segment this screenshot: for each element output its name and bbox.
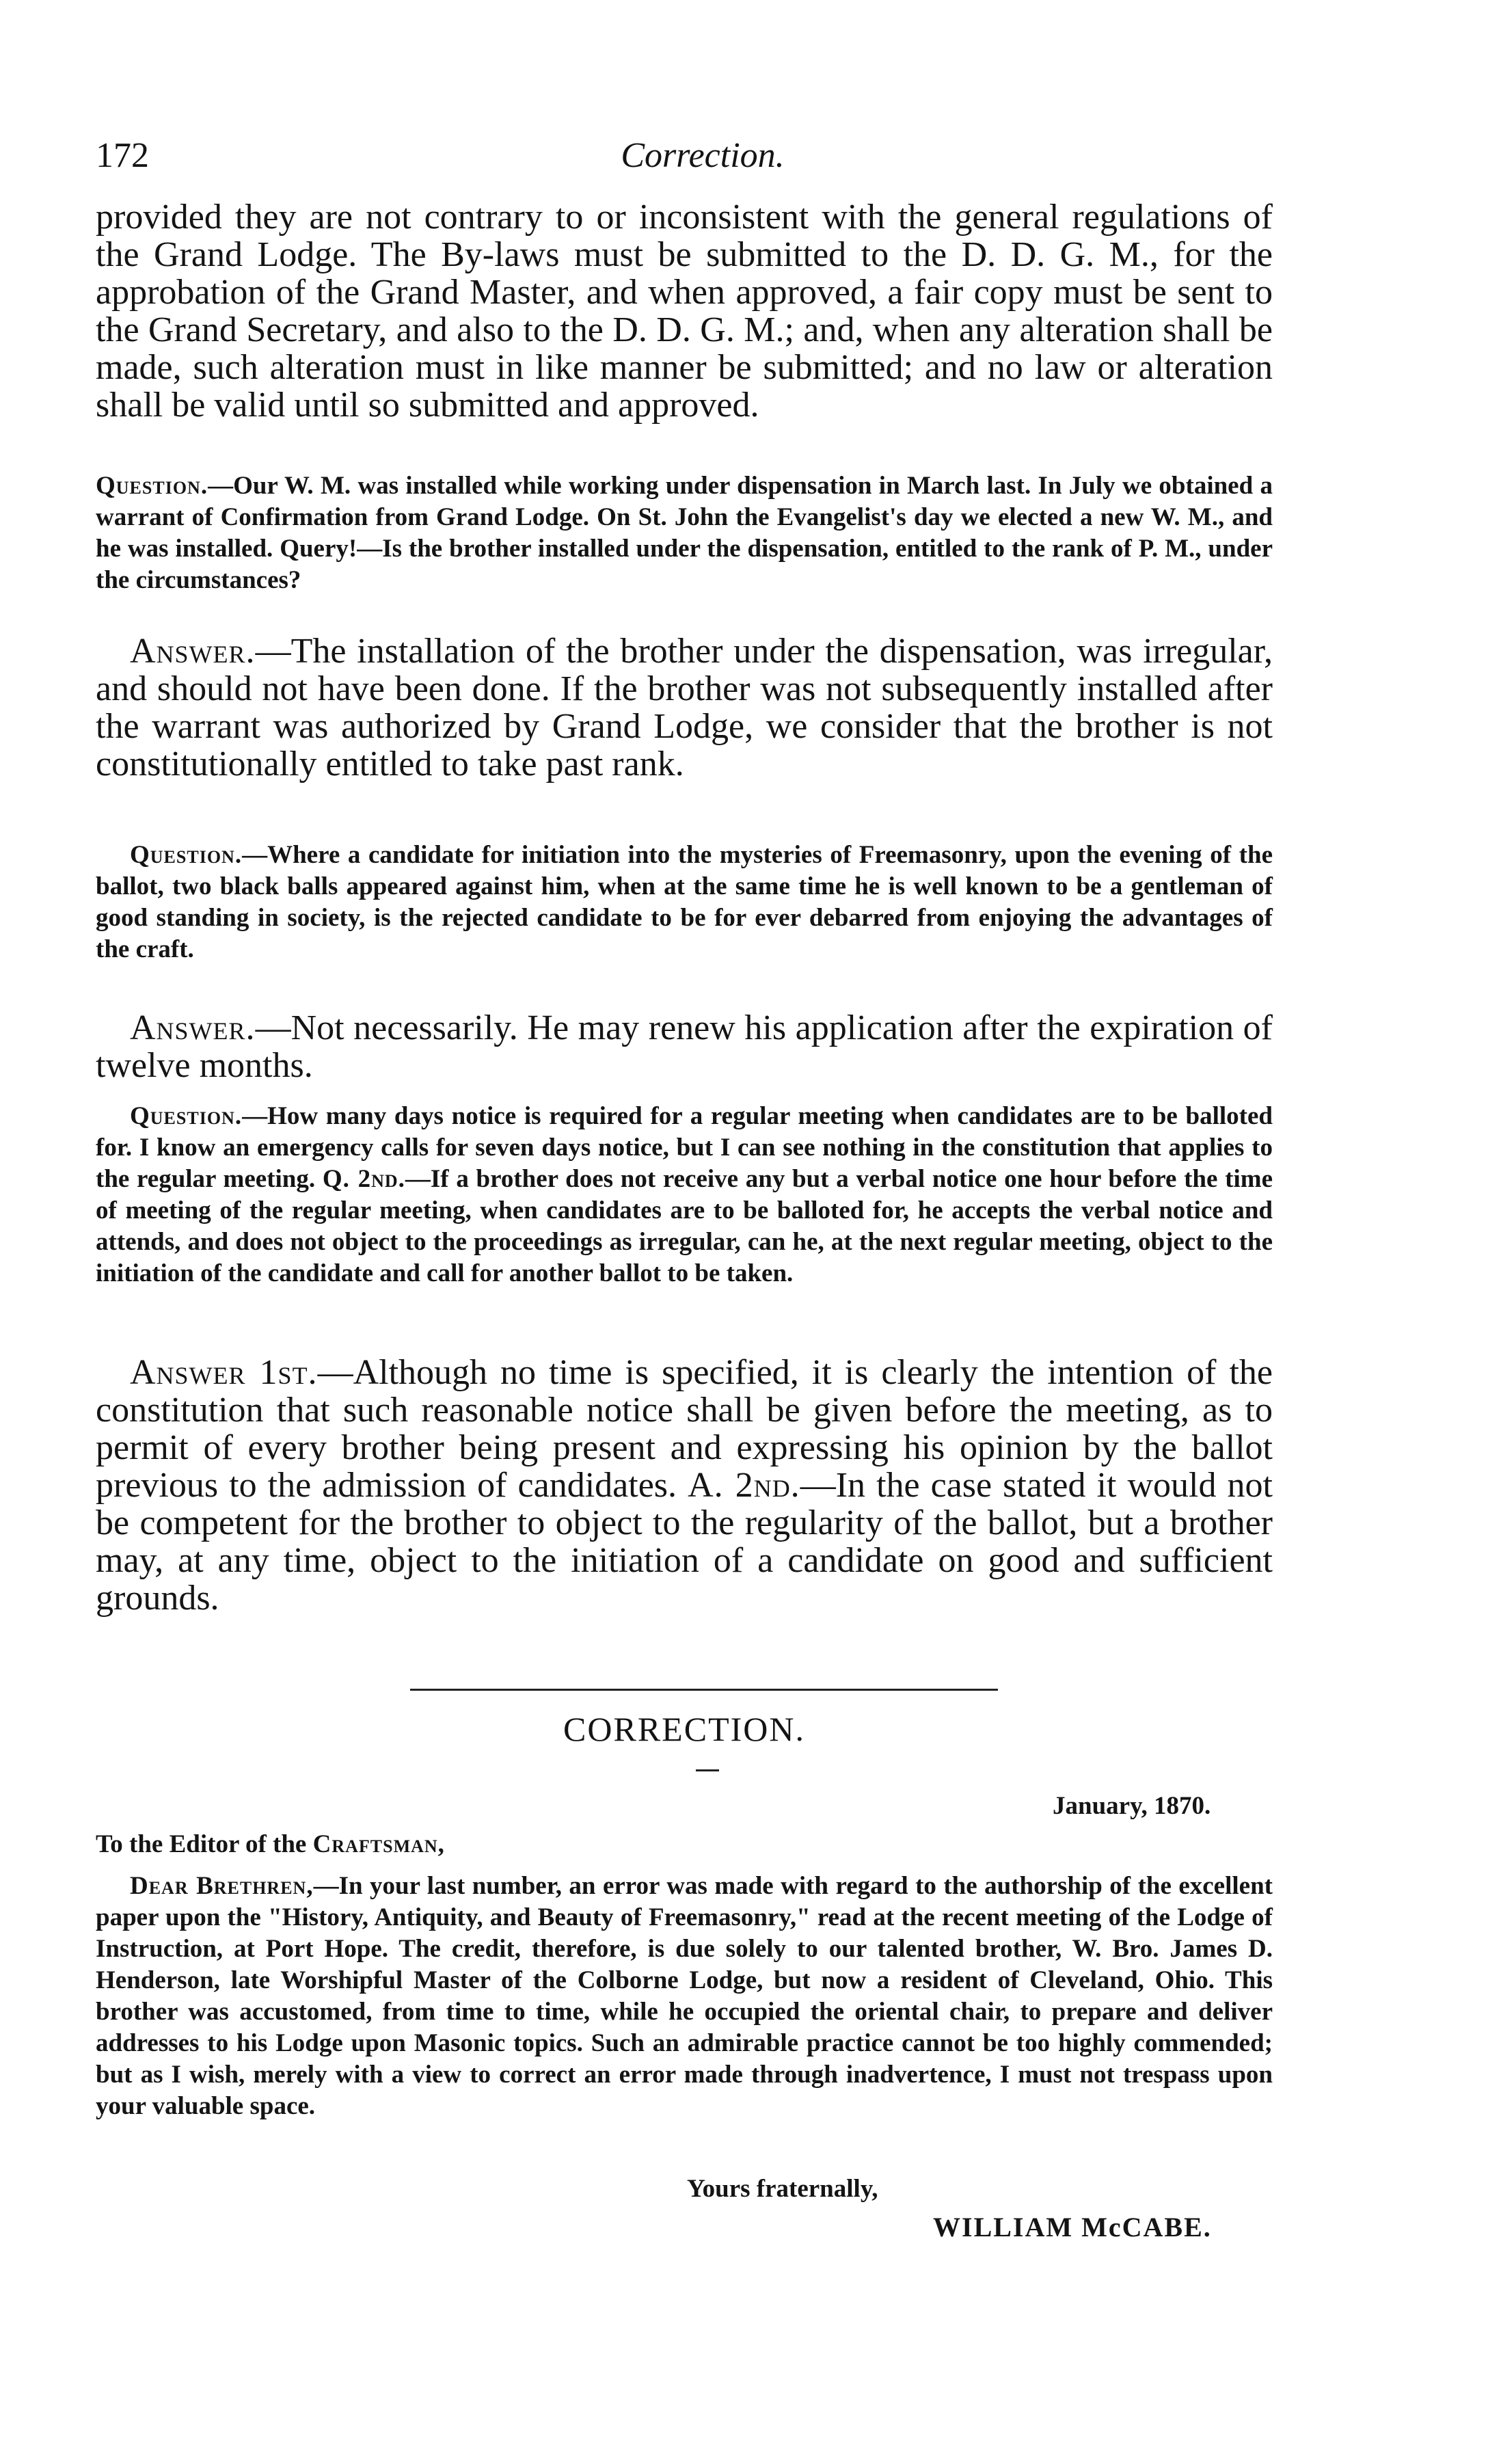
question-3	[96, 1101, 1273, 1289]
question-text: —Our W. M. was installed while working under dispensation in March last. In July we obtained a warrant of Confirmation from Grand Lodge. On St. John the Evangelist's day we elected a new W. M., and he was installed. Query!—Is the brother installed under the dispensation, entitled to the rank of P. M., under the circumstances?	[96, 472, 1273, 594]
answer-text: —Not necessarily. He may renew his application after the expiration of twelve months.	[96, 1008, 1273, 1085]
letter-date: January, 1870.	[1053, 1792, 1211, 1820]
letter-signoff: Yours fraternally,	[687, 2175, 878, 2203]
letter-signature: WILLIAM McCABE.	[933, 2212, 1212, 2242]
answer-2nd-label: A. 2nd.	[688, 1466, 800, 1505]
letter-label: Dear Brethren,	[130, 1872, 314, 1900]
question-label: Question.	[130, 841, 243, 869]
answer-2	[96, 1009, 1273, 1084]
salutation-prefix: To the Editor of the	[96, 1830, 307, 1858]
question-text: —Where a candidate for initiation into the mysteries of Freemasonry, upon the evening of the ballot, two black balls appeared against him, when at the same time he is well known to be a gentleman of good standing in society, is the rejected candidate to be for ever debarred from enjoying the advantages of the craft.	[96, 841, 1273, 963]
question-2	[96, 840, 1273, 965]
question-text: —How many days notice is required for a regular meeting when candidates are to be balloted for. I know an emergency calls for seven days notice, but I can see nothing in the constitution that applies to the regular meeting.	[96, 1102, 1273, 1193]
question-1	[96, 470, 1273, 596]
letter-salutation	[96, 1830, 445, 1859]
salutation-name: Craftsman,	[312, 1830, 445, 1858]
running-title: Correction.	[621, 136, 785, 175]
running-header	[96, 135, 1310, 183]
answer-3	[96, 1354, 1273, 1617]
question-2nd-text: —If a brother does not receive any but a verbal notice one hour before the time of meeting of the regular meeting, when candidates are to be balloted for, he accepts the verbal notice and attends, and does not object to the proceedings as irregular, can he, at the next regular meeting, object to the initiation of the candidate and call for another ballot to be taken.	[96, 1165, 1273, 1287]
correction-heading: CORRECTION.	[563, 1710, 805, 1748]
question-label: Question.	[96, 472, 208, 500]
answer-text: —The installation of the brother under the dispensation, was irregular, and should not have been done. If the brother was not subsequently installed after the warrant was authorized by Grand Lodge, we consider that the brother is not constitutionally entitled to take past rank.	[96, 632, 1273, 784]
letter-body	[96, 1871, 1273, 2122]
paragraph-bylaws: provided they are not contrary to or inconsistent with the general regulations of the Grand Lodge. The By-laws must be submitted to the D. D. G. M., for the approbation of the Grand Master, and when approved, a fair copy must be sent to the Grand Secretary, and also to the D. D. G. M.; and, when any alteration shall be made, such alteration must in like manner be submitted; and no law or alteration shall be valid until so submitted and approved.	[96, 198, 1273, 425]
heading-dash	[696, 1769, 719, 1771]
answer-label: Answer.	[130, 632, 256, 671]
answer-text: —Although no time is specified, it is clearly the intention of the constitution that such reasonable notice shall be given before the meeting, as to permit of every brother being present and expressing his opinion by the ballot previous to the admission of candidates.	[96, 1353, 1273, 1505]
question-label: Question.	[130, 1102, 243, 1130]
answer-2nd-text: —In the case stated it would not be competent for the brother to object to the regularity of the ballot, but a brother may, at any time, object to the initiation of a candidate on good and sufficient grounds.	[96, 1466, 1273, 1618]
answer-label: Answer.	[130, 1008, 256, 1047]
page-number: 172	[96, 136, 149, 175]
letter-text: —In your last number, an error was made with regard to the authorship of the excellent paper upon the "History, Antiquity, and Beauty of Freemasonry," read at the recent meeting of the Lodge of Instruction, at Port Hope. The credit, therefore, is due solely to our talented brother, W. Bro. James D. Henderson, late Worshipful Master of the Colborne Lodge, but now a resident of Cleveland, Ohio. This brother was accustomed, from time to time, while he occupied the oriental chair, to prepare and deliver addresses to his Lodge upon Masonic topics. Such an admirable practice cannot be too highly commended; but as I wish, merely with a view to correct an error made through inadvertence, I must not trespass upon your valuable space.	[96, 1872, 1273, 2120]
answer-label: Answer 1st.	[130, 1353, 318, 1392]
question-2nd-label: Q. 2nd.	[322, 1165, 405, 1193]
section-divider	[410, 1689, 998, 1691]
answer-1	[96, 632, 1273, 783]
